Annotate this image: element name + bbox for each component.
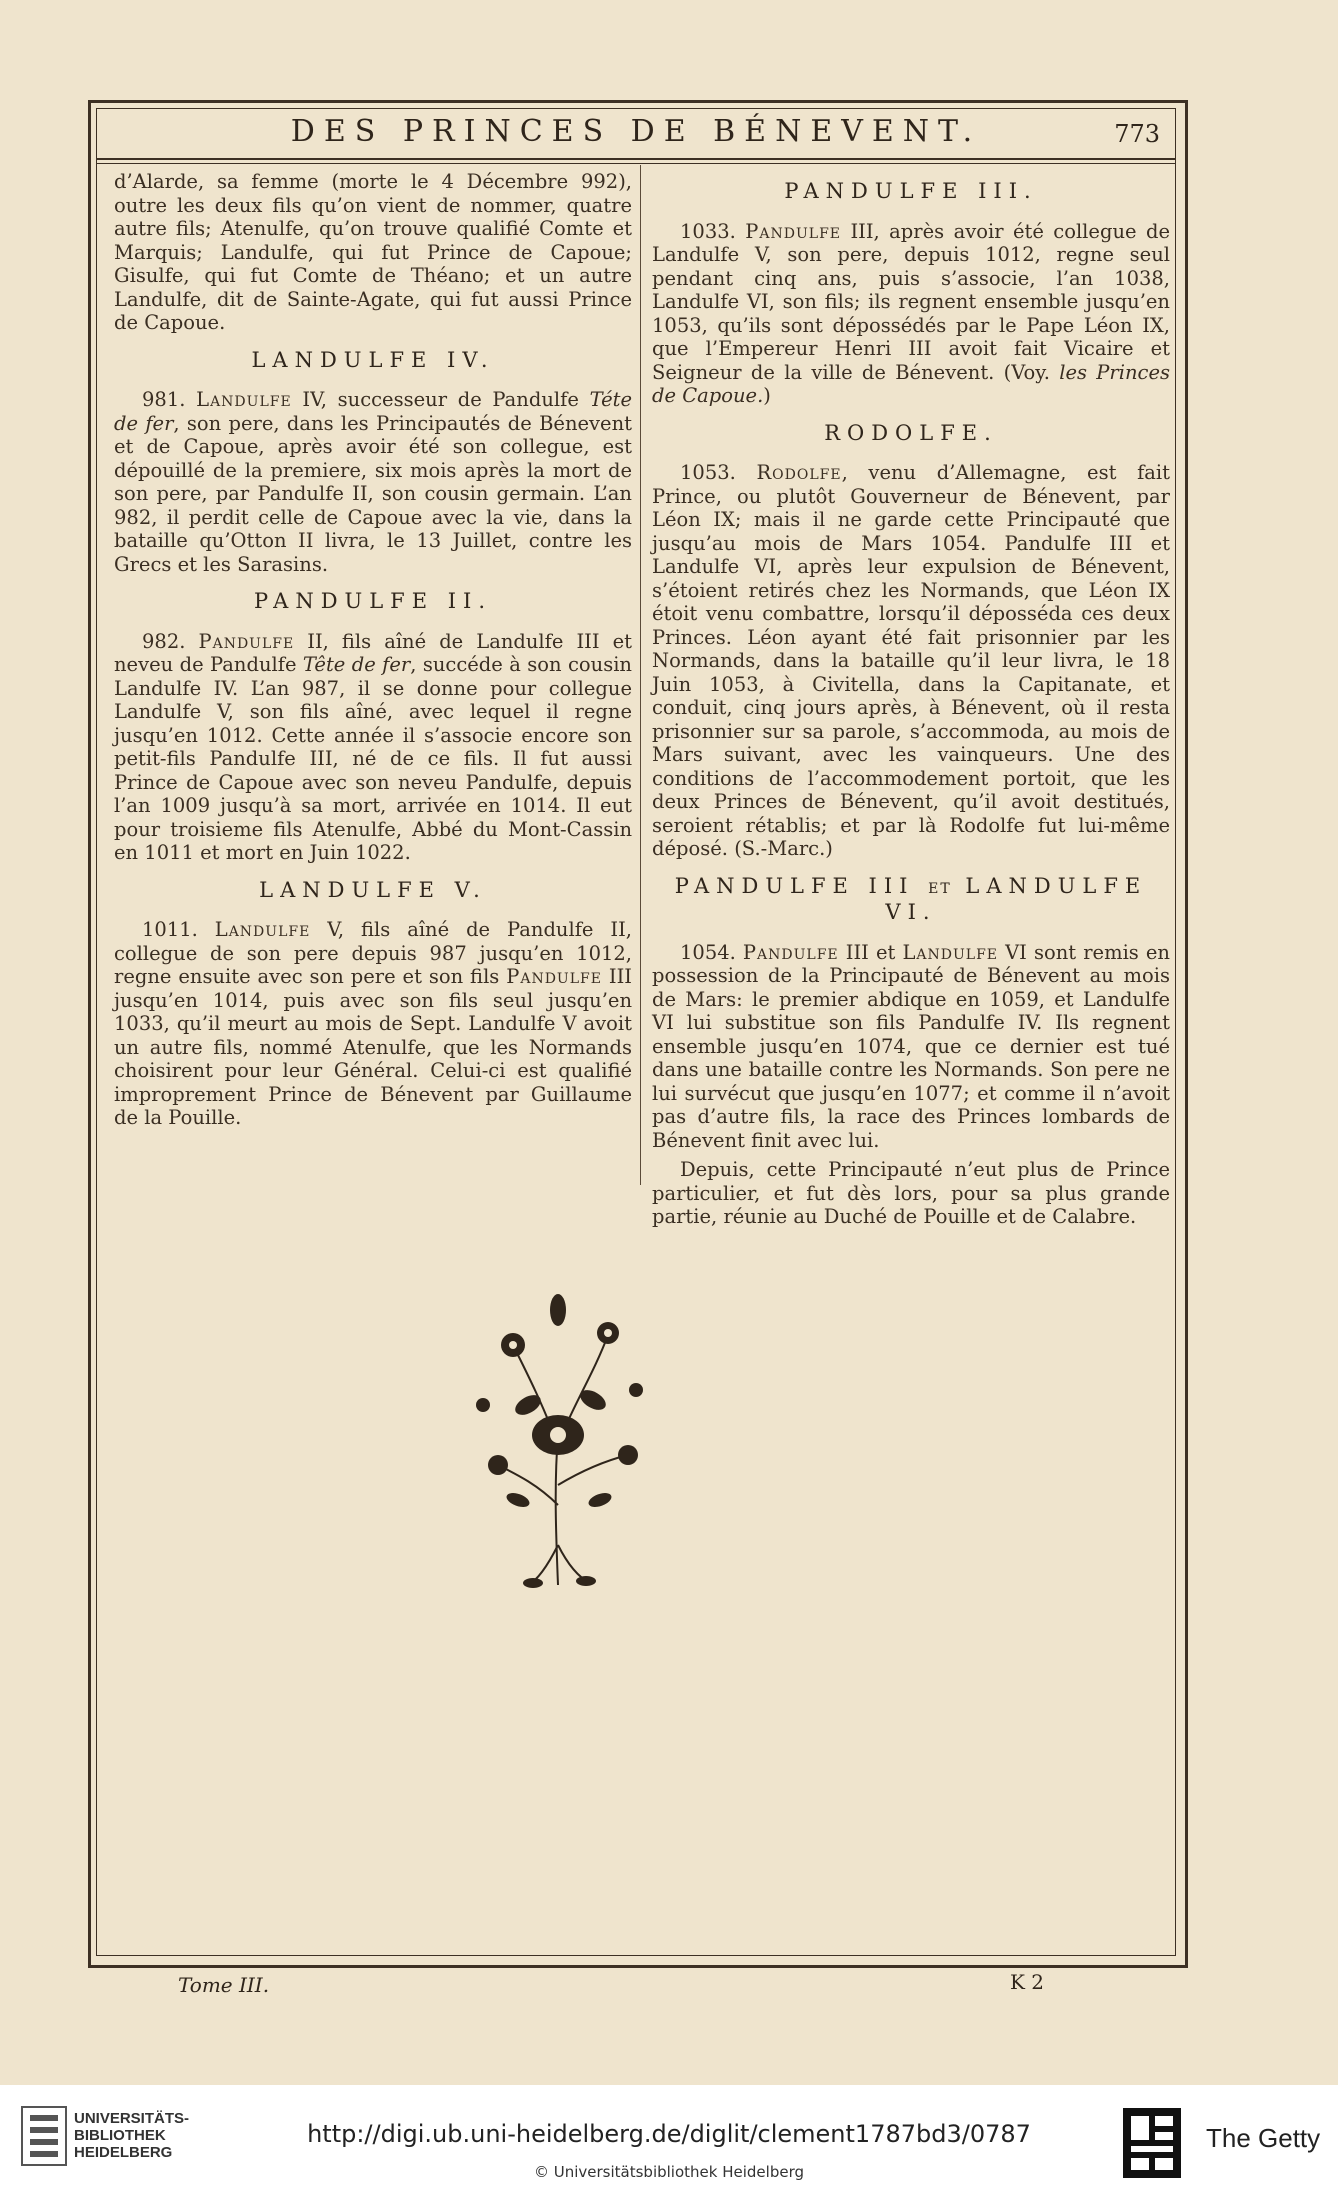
entry-year: 982.: [142, 629, 186, 653]
title-conjunction: ET: [928, 880, 952, 897]
paragraph-pandulfe-iii-landulfe-vi: [652, 941, 1170, 1153]
paragraph-pandulfe-iii: [652, 220, 1170, 408]
left-column: [114, 170, 632, 1136]
section-title-pandulfe-iii-landulfe-vi: [652, 875, 1170, 925]
page-number: 773: [1114, 120, 1160, 148]
section-title-landulfe-iv: LANDULFE IV.: [251, 347, 495, 372]
library-name-line: HEIDELBERG: [74, 2144, 173, 2161]
section-title-pandulfe-ii: PANDULFE II.: [253, 589, 493, 613]
entry-year: 981.: [142, 388, 186, 411]
entry-year: 1033.: [680, 219, 736, 243]
entry-italic: Tête de fer: [302, 653, 411, 676]
intro-paragraph: d’Alarde, sa femme (morte le 4 Décembre 992), outre les deux fils qu’on vient de nommer, quatre autre fils; Atenulfe, qu’on trouve qualifié Comte et Marquis; Landulfe, qui fut Prince de Capoue; Gisulfe, qui fut Comte de Théano; et un autre Landulfe, dit de Sainte-Agate, qui fut aussi Prince de Capoue.: [114, 170, 632, 334]
section-title-landulfe-v: LANDULFE V.: [259, 877, 487, 902]
floral-ornament-icon: [458, 1285, 658, 1605]
entry-name: Pandulfe: [742, 940, 839, 964]
entry-name: Rodolfe: [756, 461, 842, 484]
entry-year: 1053.: [680, 461, 736, 484]
entry-italic: les Princes de Capoue.: [652, 360, 1170, 407]
getty-label: The Getty: [1206, 2123, 1321, 2153]
entry-text: , son pere, dans les Principautés de Bénevent et de Capoue, après avoir été son collegue, est dépouillé de la premiere, six mois après la mort de son pere, par Pandulfe II, son cousin germain. L’an 982, il perdit celle de Capoue avec la vie, dans la bataille qu’Otton II livra, le 13 Juillet, contre les Grecs et les Sarasins.: [114, 411, 632, 576]
section-title-rodolfe: RODOLFE.: [824, 420, 998, 445]
entry-name: Landulfe: [214, 918, 311, 941]
paragraph-rodolfe: [652, 461, 1170, 861]
running-title: DES PRINCES DE BÉNEVENT.: [290, 114, 982, 149]
library-name-line: UNIVERSITÄTS-: [74, 2110, 190, 2127]
getty-logo-icon: [1123, 2108, 1181, 2178]
volume-label: Tome III.: [178, 1973, 270, 1997]
section-title-pandulfe-iii: PANDULFE III.: [784, 179, 1038, 203]
entry-text: IV, successeur de Pandulfe: [291, 388, 590, 411]
entry-text: V, fils aîné de Pandulfe II, collegue de son pere depuis 987 jusqu’en 1012, regne ensuite avec son pere et son fils: [114, 918, 632, 988]
entry-name: Pandulfe: [506, 965, 602, 988]
paragraph-pandulfe-ii: [114, 630, 632, 865]
entry-italic: Téte de fer: [114, 388, 633, 435]
title-part: PANDULFE III: [674, 873, 915, 898]
title-part: LANDULFE VI.: [885, 873, 1148, 924]
paragraph-landulfe-iv: [114, 388, 632, 576]
entry-text: III et: [838, 940, 903, 964]
right-column: [652, 170, 1170, 1235]
entry-text: , venu d’Allemagne, est fait Prince, ou plutôt Gouverneur de Bénevent, par Léon IX; mais il ne garde cette Principauté que jusqu’au mois de Mars 1054. Pandulfe III et Landulfe VI, après leur expulsion de Bénevent, s’étoient retirés chez les Normands, que Léon IX étoit venu combattre, lorsqu’il déposséda ces deux Princes. Léon ayant été fait prisonnier par les Normands, dans la bataille qu’il leur livra, le 18 Juin 1053, à Civitella, dans la Capitanate, et conduit, cinq jours après, à Bénevent, où il resta prisonnier sur sa parole, s’accommoda, au mois de Mars suivant, avec les vainqueurs. Une des conditions de l’accommodement portoit, que les deux Princes de Bénevent, qu’il avoit destitués, seroient rétablis; et par là Rodolfe fut lui-même déposé. (S.-Marc.): [652, 461, 1171, 860]
paragraph-conclusion: Depuis, cette Principauté n’eut plus de Prince particulier, et fut dès lors, pour sa plus grande partie, réunie au Duché de Pouille et de Calabre.: [652, 1158, 1170, 1228]
entry-text: VI sont remis en possession de la Principauté de Bénevent au mois de Mars: le premier abdique en 1059, et Landulfe VI lui substitue son fils Pandulfe IV. Ils regnent ensemble jusqu’en 1074, que ce dernier est tué dans une bataille contre les Normands. Son pere ne lui survécut que jusqu’en 1077; et comme il n’avoit pas d’autre fils, la race des Princes lombards de Bénevent finit avec lui.: [652, 940, 1170, 1152]
entry-name: Pandulfe: [745, 219, 842, 243]
entry-text: , succéde à son cousin Landulfe IV. L’an 987, il se donne pour collegue Landulfe V, son fils aîné, avec lequel il regne jusqu’en 1012. Cette année il s’associe encore son petit-fils Pandulfe III, né de ce fils. Il fut aussi Prince de Capoue avec son neveu Pandulfe, depuis l’an 1009 jusqu’à sa mort, arrivée en 1014. Il eut pour troisieme fils Atenulfe, Abbé du Mont-Cassin en 1011 et mort en Juin 1022.: [114, 653, 632, 864]
signature-mark: K 2: [1010, 1970, 1045, 1994]
entry-name: Landulfe: [196, 388, 292, 411]
entry-text: II, fils aîné de Landulfe III et neveu de Pandulfe: [114, 629, 632, 676]
library-name-line: BIBLIOTHEK: [74, 2127, 166, 2144]
entry-name: Pandulfe: [198, 629, 295, 653]
column-divider: [640, 165, 641, 1185]
source-url-link[interactable]: http://digi.ub.uni-heidelberg.de/diglit/clement1787bd3/0787: [307, 2120, 1031, 2148]
entry-text: ): [763, 384, 771, 407]
header-rule: [96, 158, 1176, 160]
entry-year: 1054.: [680, 940, 736, 964]
entry-text: III, après avoir été collegue de Landulfe V, son pere, depuis 1012, regne seul pendant cinq ans, puis s’associe, l’an 1038, Landulfe VI, son fils; ils regnent ensemble jusqu’en 1053, qu’ils sont dépossédés par le Pape Léon IX, que l’Empereur Henri III avoit fait Vicaire et Seigneur de la ville de Bénevent. (Voy.: [652, 219, 1170, 384]
header-rule-thin: [96, 163, 1176, 164]
entry-text: III jusqu’en 1014, puis avec son fils seul jusqu’en 1033, qu’il meurt au mois de Sept. Landulfe V avoit un autre fils, nommé Atenulfe, que les Normands choisirent pour leur Général. Celui-ci est qualifié improprement Prince de Bénevent par Guillaume de la Pouille.: [114, 965, 632, 1129]
entry-name: Landulfe: [902, 940, 999, 964]
entry-year: 1011.: [142, 918, 198, 941]
paragraph-landulfe-v: [114, 918, 632, 1130]
copyright-notice: © Universitätsbibliothek Heidelberg: [533, 2163, 804, 2181]
